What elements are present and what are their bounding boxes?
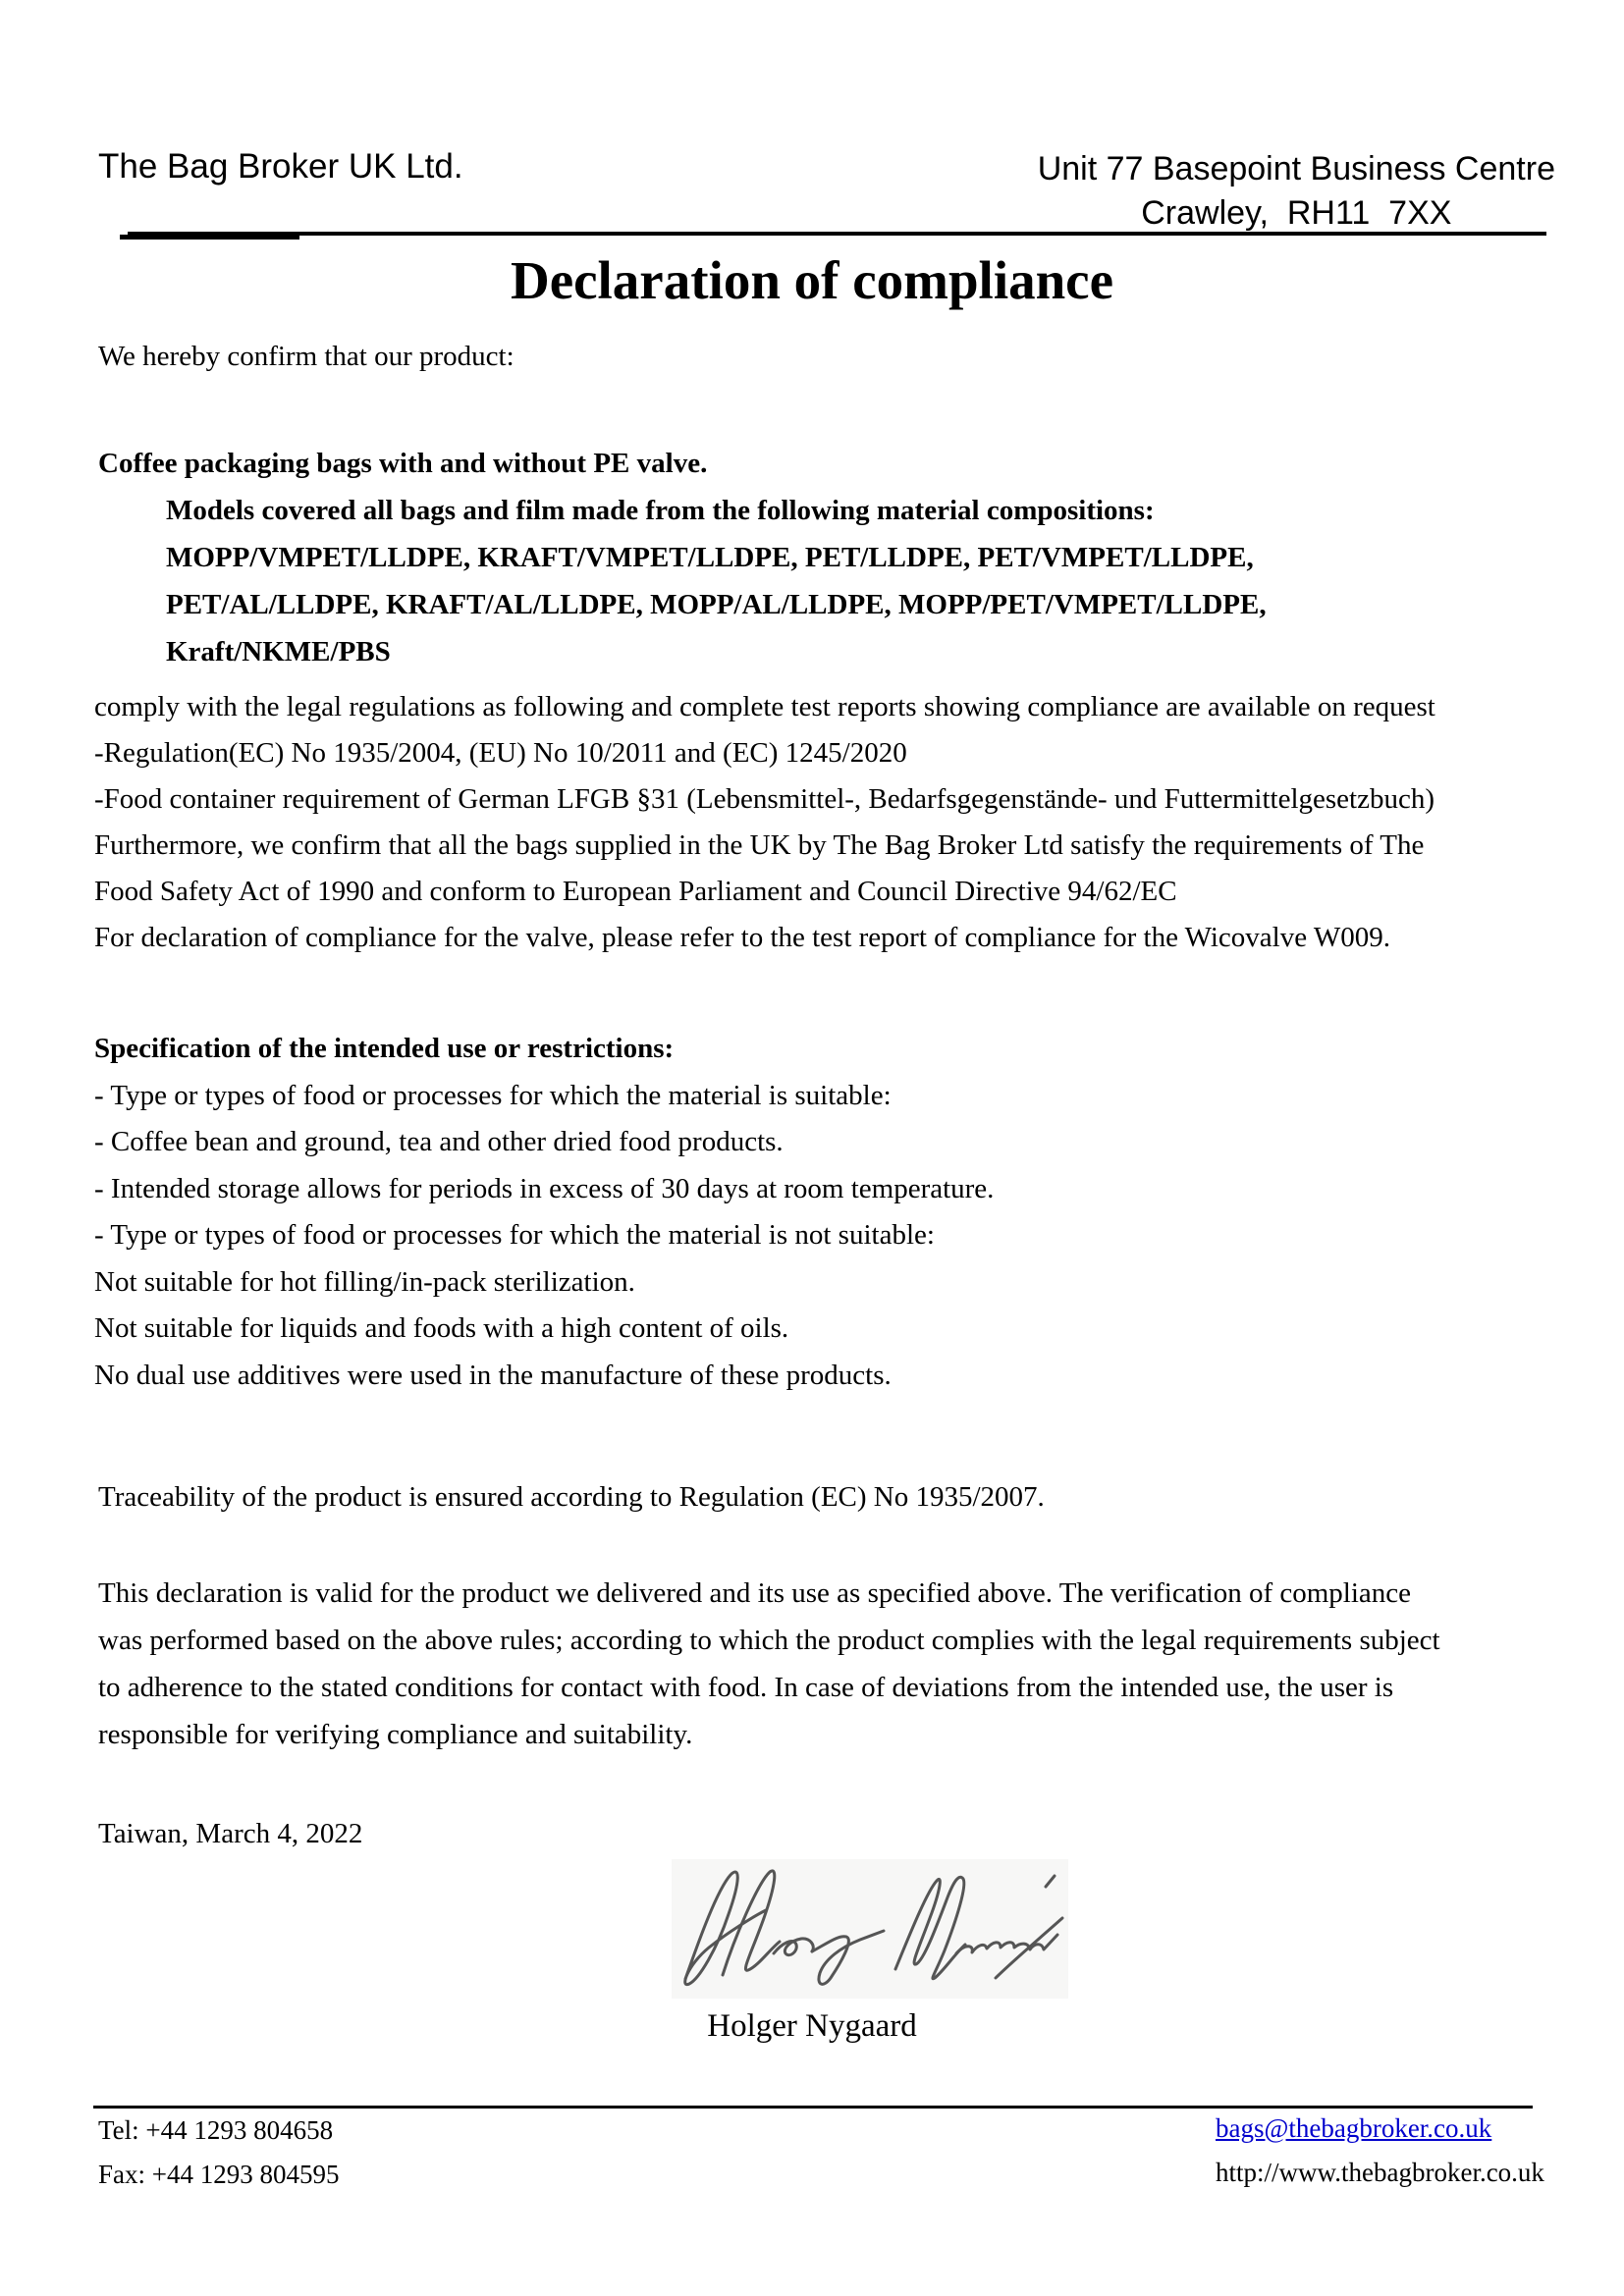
specification-line: Not suitable for liquids and foods with a high content of oils.	[94, 1312, 789, 1344]
footer-tel: Tel: +44 1293 804658	[98, 2115, 334, 2145]
validity-section	[98, 1570, 1440, 1758]
specification-line: Not suitable for hot filling/in-pack sterilization.	[94, 1265, 635, 1298]
validity-line: was performed based on the above rules; according to which the product complies with the legal requirements subject	[98, 1625, 1440, 1656]
page-title: Declaration of compliance	[510, 250, 1114, 310]
product-materials-line: MOPP/VMPET/LLDPE, KRAFT/VMPET/LLDPE, PET/LLDPE, PET/VMPET/LLDPE,	[166, 542, 1254, 573]
signatory-name: Holger Nygaard	[707, 2008, 917, 2044]
specification-section	[94, 1026, 994, 1399]
compliance-line: Furthermore, we confirm that all the bags supplied in the UK by The Bag Broker Ltd satisfy the requirements of The	[94, 829, 1425, 861]
specification-line: - Type or types of food or processes for which the material is suitable:	[94, 1079, 892, 1111]
compliance-line: Food Safety Act of 1990 and conform to European Parliament and Council Directive 94/62/EC	[94, 876, 1177, 907]
product-materials-line: Kraft/NKME/PBS	[166, 636, 391, 667]
header-address	[1038, 147, 1555, 236]
product-models-line: Models covered all bags and film made from the following material compositions:	[166, 495, 1155, 526]
product-heading: Coffee packaging bags with and without PE valve.	[98, 448, 708, 479]
traceability-line: Traceability of the product is ensured according to Regulation (EC) No 1935/2007.	[98, 1481, 1045, 1513]
specification-line: - Coffee bean and ground, tea and other dried food products.	[94, 1126, 784, 1157]
compliance-line: comply with the legal regulations as following and complete test reports showing compliance are available on request	[94, 691, 1435, 722]
signature-image	[672, 1859, 1068, 1999]
compliance-line: For declaration of compliance for the valve, please refer to the test report of compliance for the Wicovalve W009.	[94, 922, 1390, 953]
validity-line: responsible for verifying compliance and suitability.	[98, 1719, 693, 1750]
validity-line: to adherence to the stated conditions for contact with food. In case of deviations from the intended use, the user is	[98, 1672, 1394, 1703]
product-section	[98, 440, 1267, 675]
footer-web	[1216, 2107, 1544, 2195]
product-materials-line: PET/AL/LLDPE, KRAFT/AL/LLDPE, MOPP/AL/LLDPE, MOPP/PET/VMPET/LLDPE,	[166, 589, 1267, 620]
validity-line: This declaration is valid for the product we delivered and its use as specified above. The verification of compliance	[98, 1577, 1412, 1609]
footer-website: http://www.thebagbroker.co.uk	[1216, 2158, 1544, 2187]
lfgb-line: -Food container requirement of German LFGB §31 (Lebensmittel-, Bedarfsgegenstände- und Futtermittelgesetzbuch)	[94, 783, 1435, 815]
address-line-2: Crawley, RH11 7XX	[1141, 194, 1452, 232]
address-line-1: Unit 77 Basepoint Business Centre	[1037, 150, 1555, 187]
header-divider	[128, 232, 1546, 236]
specification-heading: Specification of the intended use or restrictions:	[94, 1033, 675, 1064]
compliance-section	[94, 684, 1435, 961]
specification-line: - Type or types of food or processes for which the material is not suitable:	[94, 1219, 935, 1251]
intro-line: We hereby confirm that our product:	[98, 341, 514, 372]
specification-line: - Intended storage allows for periods in excess of 30 days at room temperature.	[94, 1172, 995, 1204]
header-divider-segment	[120, 235, 299, 240]
signature-ink-icon	[672, 1859, 1068, 1999]
specification-line: No dual use additives were used in the manufacture of these products.	[94, 1359, 892, 1391]
company-name: The Bag Broker UK Ltd.	[98, 147, 463, 186]
regulation-line: -Regulation(EC) No 1935/2004, (EU) No 10/2011 and (EC) 1245/2020	[94, 737, 907, 769]
footer-fax: Fax: +44 1293 804595	[98, 2160, 340, 2189]
place-date: Taiwan, March 4, 2022	[98, 1818, 363, 1849]
footer-contact	[98, 2109, 339, 2197]
footer-email-link[interactable]: bags@thebagbroker.co.uk	[1216, 2113, 1492, 2143]
